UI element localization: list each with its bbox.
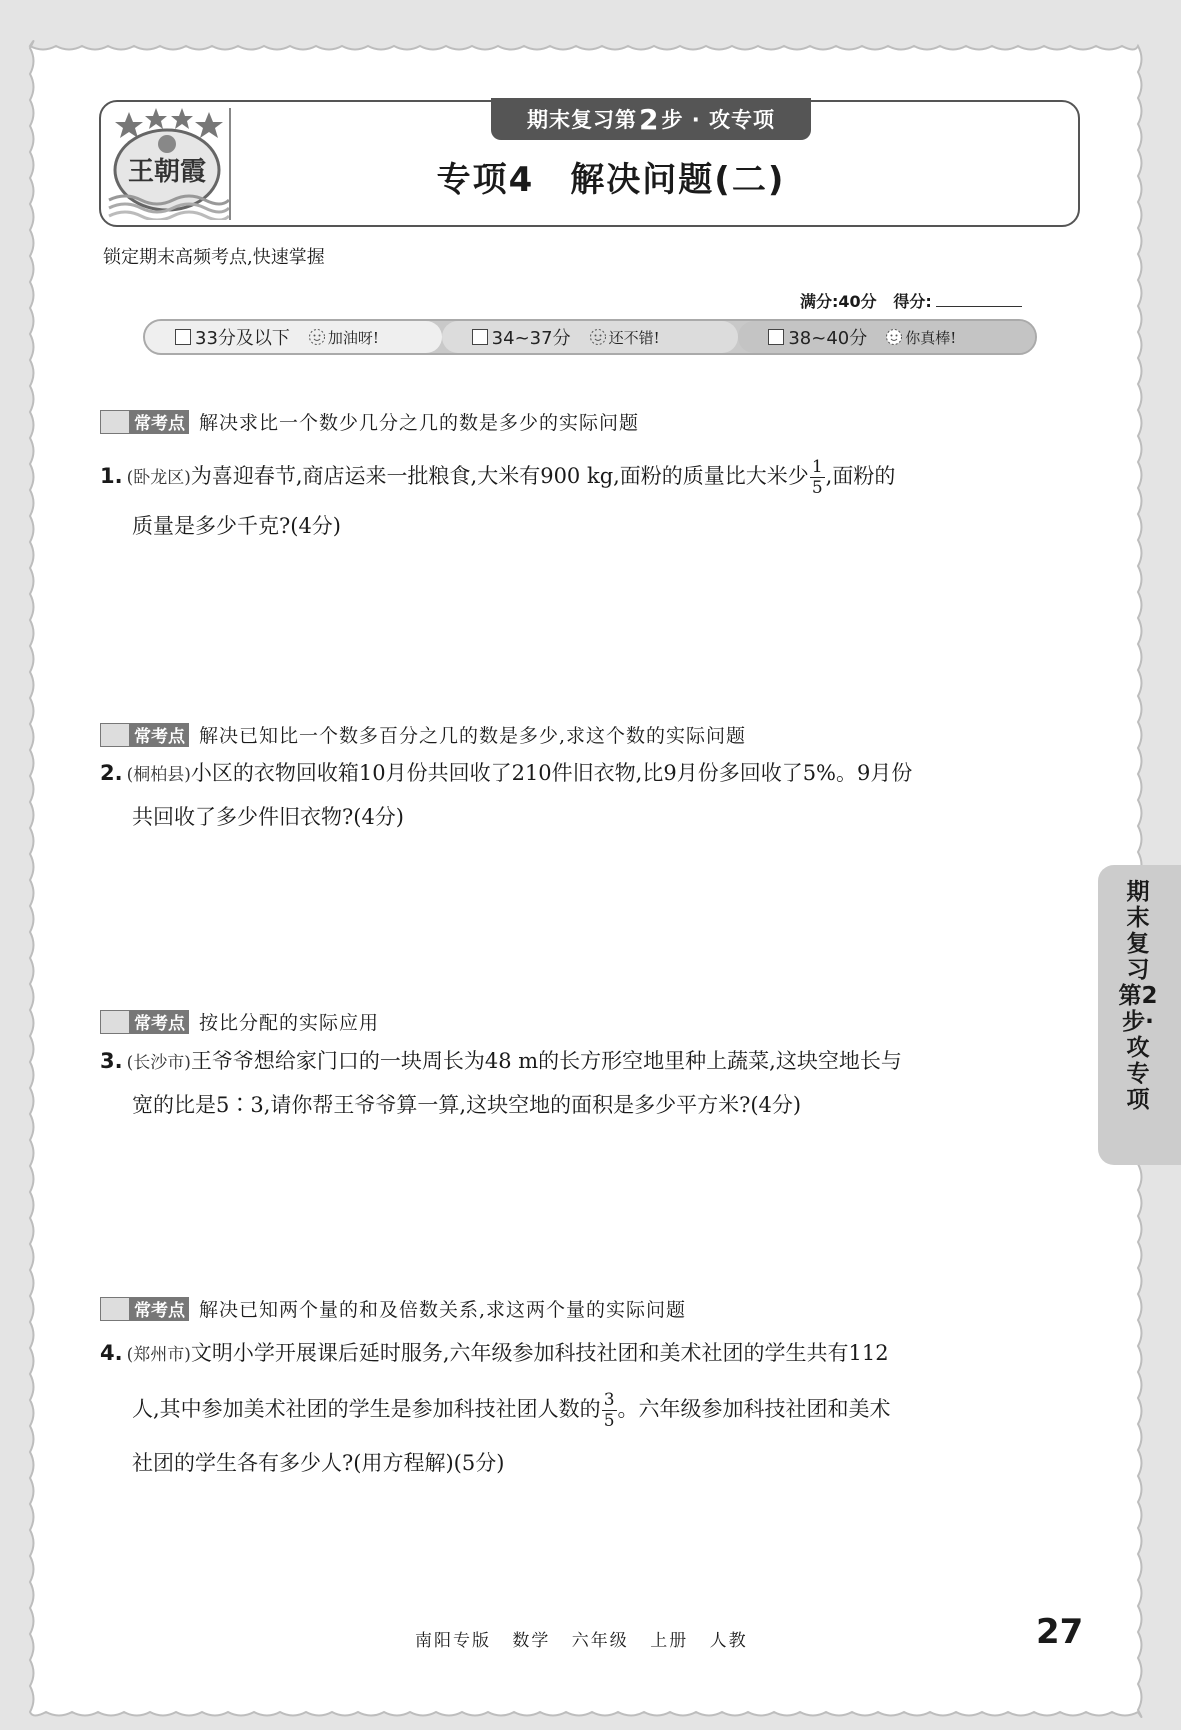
topic-header-4 [100,1295,686,1322]
wave-icon [100,410,130,434]
question-line [100,1326,1082,1382]
question-text: 人,其中参加美术社团的学生是参加科技社团人数的 [132,1397,601,1421]
topic-header-3 [100,1008,379,1035]
step-banner [491,98,811,140]
wave-icon [100,1297,130,1321]
question-2 [100,752,1082,838]
question-text: ,面粉的 [825,464,896,488]
header-box [99,100,1080,227]
question-text: 王爷爷想给家门口的一块周长为48 m的长方形空地里种上蔬菜,这块空地长与 [190,1049,902,1073]
question-line [100,752,1082,796]
wave-icon [100,1010,130,1034]
question-text: 社团的学生各有多少人?(用方程解)(5分) [132,1451,505,1475]
question-text: 质量是多少千克?(4分) [132,514,342,538]
score-rating-bar [143,319,1037,355]
score-range: 33分及以下 [195,328,290,349]
topic-text: 解决已知两个量的和及倍数关系,求这两个量的实际问题 [199,1299,687,1321]
tag-label: 常考点 [134,1301,185,1321]
brand-logo [105,108,229,220]
fraction-denominator: 5 [603,1411,615,1431]
question-4 [100,1326,1082,1490]
checkbox-icon[interactable] [175,329,191,345]
tag-label: 常考点 [134,1014,185,1034]
topic-text: 按比分配的实际应用 [199,1012,380,1034]
footer-text: 南阳专版 数学 六年级 上册 人教 [415,1631,748,1651]
score-level-1 [145,321,442,353]
face-icon [308,328,326,346]
banner-step-number: 2 [638,102,660,136]
question-text: 为喜迎春节,商店运来一批粮食,大米有900 kg,面粉的质量比大米少 [190,464,809,488]
fraction-denominator: 5 [811,478,823,498]
question-text: 宽的比是5∶3,请你帮王爷爷算一算,这块空地的面积是多少平方米?(4分) [132,1093,802,1117]
score-label: 得分: [893,292,932,311]
question-text: 。六年级参加科技社团和美术 [617,1397,891,1421]
question-number: 4. [100,1341,123,1365]
tag-label: 常考点 [134,727,185,747]
face-icon [589,328,607,346]
question-3 [100,1040,1082,1126]
full-score-label: 满分:40分 [800,292,877,311]
page-number: 27 [1036,1612,1084,1652]
fraction-numerator: 3 [603,1390,615,1410]
question-source: (郑州市) [126,1345,191,1365]
question-1 [100,452,1082,550]
question-number: 1. [100,464,123,488]
score-level-3 [738,321,1035,353]
praise-text: 还不错! [608,328,660,347]
side-tab [1098,865,1181,1165]
question-number: 2. [100,761,123,785]
checkbox-icon[interactable] [472,329,488,345]
wave-icon [100,723,130,747]
score-range: 34~37分 [491,328,571,349]
question-line [100,452,1082,502]
banner-suffix: 步 · 攻专项 [661,108,776,132]
logo-text: 王朝霞 [127,157,207,187]
topic-header-1 [100,408,639,435]
question-source: (桐柏县) [126,765,191,785]
banner-prefix: 期末复习第 [526,108,637,132]
question-text: 共回收了多少件旧衣物?(4分) [132,805,405,829]
topic-text: 解决求比一个数少几分之几的数是多少的实际问题 [199,412,640,434]
score-range: 38~40分 [788,328,868,349]
tag-label: 常考点 [134,414,185,434]
page-title: 专项4 解决问题(二) [436,160,786,200]
topic-tag [100,1297,189,1321]
question-text: 小区的衣物回收箱10月份共回收了210件旧衣物,比9月份多回收了5%。9月份 [190,761,913,785]
topic-tag [100,410,189,434]
subtitle: 锁定期末高频考点,快速掌握 [103,247,325,268]
checkbox-icon[interactable] [768,329,784,345]
logo-divider [229,108,231,220]
score-blank[interactable] [936,306,1022,307]
praise-text: 加油呀! [327,328,379,347]
question-text: 文明小学开展课后延时服务,六年级参加科技社团和美术社团的学生共有112 [190,1341,889,1365]
topic-header-2 [100,721,746,748]
topic-tag [100,723,189,747]
question-line [100,1382,1082,1436]
side-tab-text: 期末复习第2步·攻专项 [1118,879,1158,1113]
fraction [810,457,825,498]
score-line [800,289,1022,312]
praise-text: 你真棒! [905,328,957,347]
fraction-numerator: 1 [811,457,823,477]
topic-tag [100,1010,189,1034]
question-line [100,1040,1082,1084]
face-icon [885,328,903,346]
fraction [602,1390,617,1431]
question-source: (卧龙区) [126,468,191,488]
question-source: (长沙市) [126,1053,191,1073]
question-number: 3. [100,1049,123,1073]
topic-text: 解决已知比一个数多百分之几的数是多少,求这个数的实际问题 [199,725,747,747]
score-level-2 [442,321,739,353]
